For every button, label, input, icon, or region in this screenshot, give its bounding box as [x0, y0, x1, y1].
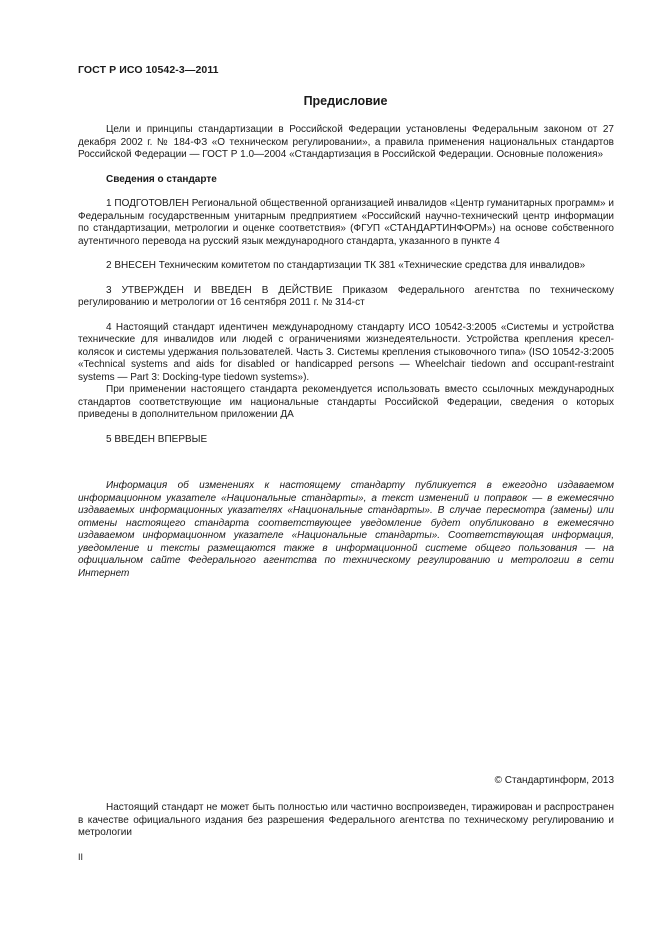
notice-paragraph: Информация об изменениях к настоящему стандарту публикуется в ежегодно издаваемом информационном указателе «Национальные стандарты», а текст изменений и поправок — в ежемесячно издаваемых информационных указателях «Национальные стандарты». В случае пересмотра (замены) или отмены настоящего стандарта соответствующее уведомление будет опубликовано в ежемесячно издаваемом информационном указателе «Национальные стандарты». Соответствующая информация, уведомление и тексты размещаются также в информационной системе общего пользования — на официальном сайте Федерального агентства по техническому регулированию и метрологии в сети Интернет: [78, 480, 614, 579]
item-1-paragraph: 1 ПОДГОТОВЛЕН Региональной общественной организацией инвалидов «Центр гуманитарных программ» и Федеральным государственным унитарным предприятием «Российский научно-технический центр информации по стандартизации, метрологии и оценке соответствия» (ФГУП «СТАНДАРТИНФОРМ») на основе собственного аутентичного перевода на русский язык международного стандарта, указанного в пункте 4: [78, 198, 614, 247]
item-5-paragraph: 5 ВВЕДЕН ВПЕРВЫЕ: [106, 433, 208, 445]
copyright-notice: © Стандартинформ, 2013: [494, 775, 614, 786]
item-4-paragraph: 4 Настоящий стандарт идентичен международному стандарту ИСО 10542-3:2005 «Системы и устройства технические для инвалидов или людей с ограничениями жизнедеятельности. Устройства крепления кресел-колясок и системы удержания пользователей. Часть 3. Системы крепления стыковочного типа» (ISO 10542-3:2005 «Technical systems and aids for disabled or handicapped persons — Wheelchair tiedown and occupant-restraint systems — Part 3: Docking-type tiedown systems»).: [78, 321, 614, 383]
document-body: [78, 124, 614, 580]
reproduction-notice-text: Настоящий стандарт не может быть полностью или частично воспроизведен, тиражирован и распространен в качестве официального издания без разрешения Федерального агентства по техническому регулированию и метрологии: [78, 802, 614, 838]
document-code-header: ГОСТ Р ИСО 10542-3—2011: [78, 64, 219, 76]
intro-paragraph: Цели и принципы стандартизации в Российской Федерации установлены Федеральным законом от 27 декабря 2002 г. № 184-ФЗ «О техническом регулировании», а правила применения национальных стандартов Российской Федерации — ГОСТ Р 1.0—2004 «Стандартизация в Российской Федерации. Основные положения»: [78, 124, 614, 160]
section-heading: Сведения о стандарте: [106, 173, 217, 185]
item-3-paragraph: 3 УТВЕРЖДЕН И ВВЕДЕН В ДЕЙСТВИЕ Приказом Федерального агентства по техническому регулированию и метрологии от 16 сентября 2011 г. № 314-ст: [78, 284, 614, 308]
page-number: II: [78, 852, 84, 862]
item-4-note-paragraph: При применении настоящего стандарта рекомендуется использовать вместо ссылочных международных стандартов соответствующие им национальные стандарты Российской Федерации, сведения о которых приведены в дополнительном приложении ДА: [78, 384, 614, 420]
item-2-paragraph: 2 ВНЕСЕН Техническим комитетом по стандартизации ТК 381 «Технические средства для инвалидов»: [106, 260, 586, 271]
reproduction-notice: [78, 802, 614, 840]
page-title: Предисловие: [303, 94, 388, 108]
